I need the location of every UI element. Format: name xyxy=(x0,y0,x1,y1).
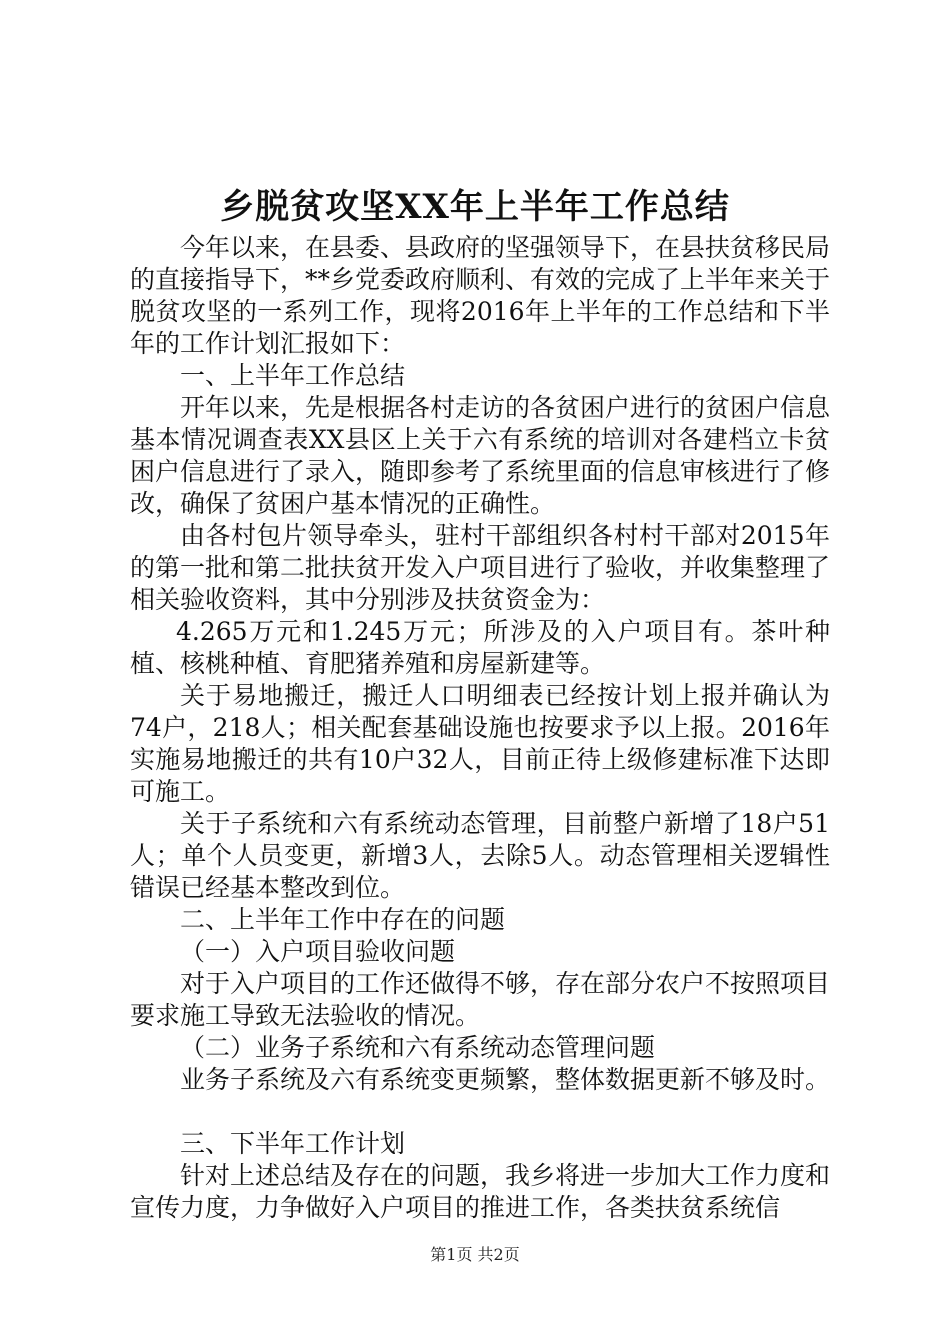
document-title: 乡脱贫攻坚XX年上半年工作总结 xyxy=(220,187,730,227)
paragraph-funds: 4.265万元和1.245万元；所涉及的入户项目有。茶叶种植、核桃种植、育肥猪养殖和房屋新建等。 xyxy=(130,617,830,678)
paragraph-dynamic-management: 关于子系统和六有系统动态管理，目前整户新增了18户51人；单个人员变更，新增3人，去除5人。动态管理相关逻辑性错误已经基本整改到位。 xyxy=(130,809,830,902)
section-heading-3: 三、下半年工作计划 xyxy=(180,1129,406,1158)
blank-line xyxy=(130,1096,830,1128)
document-body xyxy=(130,232,830,1224)
paragraph-issue-1: 对于入户项目的工作还做得不够，存在部分农户不按照项目要求施工导致无法验收的情况。 xyxy=(130,969,831,1030)
section-heading-2: 二、上半年工作中存在的问题 xyxy=(180,905,506,934)
paragraph-plan: 针对上述总结及存在的问题，我乡将进一步加大工作力度和宣传力度，力争做好入户项目的推进工作，各类扶贫系统信 xyxy=(130,1161,831,1222)
paragraph-project-acceptance: 由各村包片领导牵头，驻村干部组织各村村干部对2015年的第一批和第二批扶贫开发入户项目进行了验收，并收集整理了相关验收资料，其中分别涉及扶贫资金为： xyxy=(130,521,831,614)
section-heading-1: 一、上半年工作总结 xyxy=(180,361,406,390)
paragraph-relocation: 关于易地搬迁，搬迁人口明细表已经按计划上报并确认为74户，218人；相关配套基础设施也按要求予以上报。2016年实施易地搬迁的共有10户32人，目前正待上级修建标准下达即可施工。 xyxy=(130,681,830,806)
page-number-footer: 第1页 共2页 xyxy=(430,1245,520,1264)
subheading-1: （一）入户项目验收问题 xyxy=(180,937,456,966)
subheading-2: （二）业务子系统和六有系统动态管理问题 xyxy=(180,1033,656,1062)
paragraph-info-entry: 开年以来，先是根据各村走访的各贫困户进行的贫困户信息基本情况调查表XX县区上关于六有系统的培训对各建档立卡贫困户信息进行了录入，随即参考了系统里面的信息审核进行了修改，确保了贫困户基本情况的正确性。 xyxy=(130,393,831,518)
paragraph-intro: 今年以来，在县委、县政府的坚强领导下，在县扶贫移民局的直接指导下，**乡党委政府顺利、有效的完成了上半年来关于脱贫攻坚的一系列工作，现将2016年上半年的工作总结和下半年的工作计划汇报如下： xyxy=(130,233,831,358)
paragraph-issue-2: 业务子系统及六有系统变更频繁，整体数据更新不够及时。 xyxy=(180,1065,831,1094)
